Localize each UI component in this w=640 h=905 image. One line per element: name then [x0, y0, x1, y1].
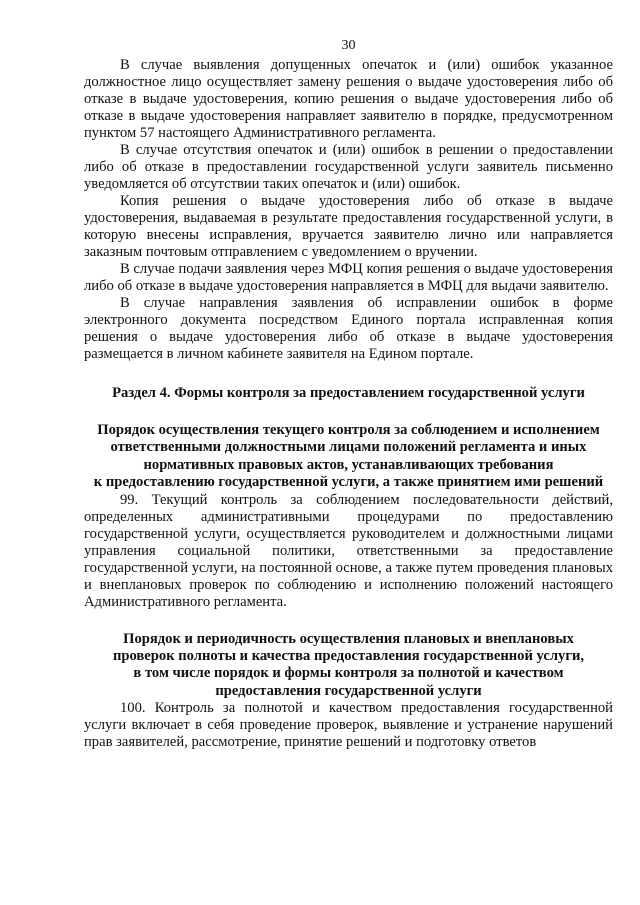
section-4-heading: Раздел 4. Формы контроля за предоставлением государственной услуги	[112, 385, 585, 401]
heading-line: нормативных правовых актов, устанавливающих требования	[143, 456, 554, 473]
paragraph-100: 100. Контроль за полнотой и качеством предоставления государственной услуги включает в себя проведение проверок, выявление и устранение нарушений прав заявителей, рассмотрение, принятие решений и подготовку ответов	[84, 700, 613, 751]
paragraph-typo-replacement: В случае выявления допущенных опечаток и (или) ошибок указанное должностное лицо осуществляет замену решения о выдаче удостоверения либо об отказе в выдаче удостоверения, копию решения о выдаче удостоверения либо об отказе в выдаче удостоверения направляет заявителю в порядке, предусмотренном пунктом 57 настоящего Административного регламента.	[84, 57, 613, 141]
paragraph-mfc-submission: В случае подачи заявления через МФЦ копия решения о выдаче удостоверения либо об отказе в выдаче удостоверения направляется в МФЦ для выдачи заявителю.	[84, 261, 613, 294]
paragraph-no-typos: В случае отсутствия опечаток и (или) ошибок в решении о предоставлении либо об отказе в предоставлении государственной услуги заявитель письменно уведомляется об отсутствии таких опечаток и (или) ошибок.	[84, 142, 613, 192]
paragraph-electronic-submission: В случае направления заявления об исправлении ошибок в форме электронного документа посредством Единого портала исправленная копия решения о выдаче удостоверения либо об отказе в выдаче удостоверения размещается в личном кабинете заявителя на Едином портале.	[84, 295, 613, 362]
heading-line: проверок полноты и качества предоставления государственной услуги,	[112, 648, 585, 665]
heading-line: Порядок и периодичность осуществления плановых и внеплановых	[123, 630, 574, 647]
heading-line: ответственными должностными лицами положений регламента и иных	[110, 439, 587, 456]
paragraph-99: 99. Текущий контроль за соблюдением последовательности действий, определенных административными процедурами по предоставлению государственной услуги, осуществляется руководителем и должностными лицами управления социальной политики, ответственными за предоставление государственной услуги, на постоянной основе, а также путем проведения плановых и внеплановых проверок по соблюдению и исполнению положений настоящего Административного регламента.	[84, 491, 613, 610]
paragraph-corrected-copy: Копия решения о выдаче удостоверения либо об отказе в выдаче удостоверения, выдаваемая в результате предоставления государственной услуги, в которую внесены исправления, вручается заявителю лично или направляется заказным почтовым отправлением с уведомлением о вручении.	[84, 193, 613, 260]
current-control-heading	[84, 422, 613, 492]
heading-line: к предоставлению государственной услуги, а также принятием ими решений	[93, 474, 604, 491]
page-number: 30	[341, 38, 356, 53]
inspections-heading	[84, 631, 613, 701]
heading-line: Порядок осуществления текущего контроля за соблюдением и исполнением	[97, 422, 600, 438]
heading-line: в том числе порядок и формы контроля за полнотой и качеством	[133, 665, 564, 682]
heading-line: предоставления государственной услуги	[215, 682, 482, 699]
